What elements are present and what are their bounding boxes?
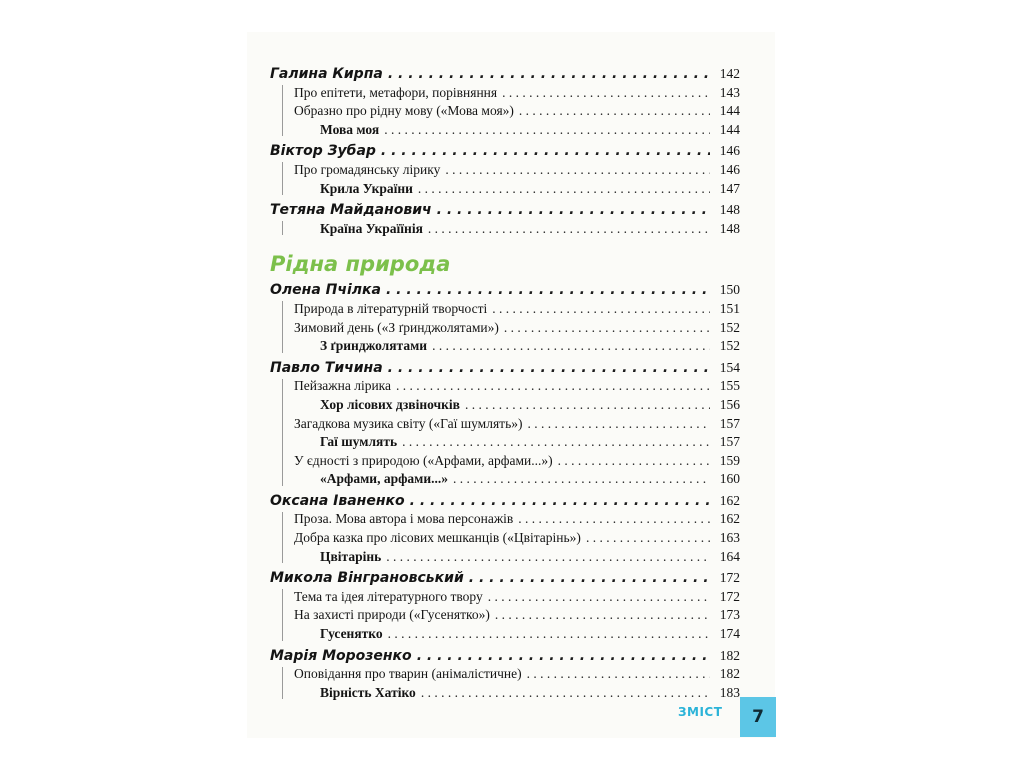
author-entry[interactable] <box>270 359 740 378</box>
dot-leader <box>428 220 710 239</box>
entry-page-number: 144 <box>719 103 740 119</box>
group-rule <box>282 667 283 700</box>
dot-leader <box>418 180 710 199</box>
topic-entry[interactable] <box>270 452 740 471</box>
toc-block-b <box>270 281 740 702</box>
work-entry[interactable] <box>270 433 740 452</box>
entry-page-number: 164 <box>719 548 740 564</box>
entry-page-number: 173 <box>719 607 740 623</box>
dot-leader <box>488 588 710 607</box>
entry-title: Олена Пчілка <box>270 282 381 299</box>
entry-title: Гусенятко <box>320 626 383 642</box>
work-entry[interactable] <box>270 470 740 489</box>
work-entry[interactable] <box>270 121 740 140</box>
dot-leader <box>388 625 710 644</box>
entry-page-number: 146 <box>719 143 740 159</box>
table-of-contents <box>270 62 740 702</box>
author-entry[interactable] <box>270 142 740 161</box>
dot-leader <box>518 510 710 529</box>
entry-title: Природа в літературній творчості <box>294 300 488 316</box>
dot-leader <box>384 121 710 140</box>
topic-entry[interactable] <box>270 161 740 180</box>
entry-page-number: 148 <box>719 202 740 218</box>
entry-title: Зимовий день («З ґринджолятами») <box>294 319 499 335</box>
dot-leader <box>527 665 710 684</box>
topic-entry[interactable] <box>270 102 740 121</box>
dot-leader <box>465 396 710 415</box>
entry-page-number: 152 <box>719 338 740 354</box>
dot-leader <box>502 84 710 103</box>
entry-page-number: 157 <box>719 415 740 431</box>
entry-title: Оксана Іваненко <box>270 492 405 509</box>
entry-page-number: 150 <box>719 282 740 298</box>
author-group <box>270 359 740 489</box>
entry-title: Загадкова музика світу («Гаї шумлять») <box>294 415 523 431</box>
dot-leader <box>402 433 710 452</box>
entry-page-number: 174 <box>719 626 740 642</box>
author-entry[interactable] <box>270 65 740 84</box>
entry-title: Оповідання про тварин (анімалістичне) <box>294 666 522 682</box>
entry-title: Микола Вінграновський <box>270 570 464 587</box>
work-entry[interactable] <box>270 337 740 356</box>
entry-page-number: 183 <box>719 684 740 700</box>
entry-page-number: 146 <box>719 161 740 177</box>
entry-page-number: 142 <box>719 66 740 81</box>
dot-leader <box>437 201 710 220</box>
entry-page-number: 159 <box>719 452 740 468</box>
entry-title: Павло Тичина <box>270 359 383 376</box>
dot-leader <box>417 647 710 666</box>
entry-page-number: 172 <box>719 570 740 586</box>
entry-title: Крила України <box>320 180 413 196</box>
topic-entry[interactable] <box>270 319 740 338</box>
topic-entry[interactable] <box>270 588 740 607</box>
entry-title: Мова моя <box>320 121 380 137</box>
author-group <box>270 65 740 139</box>
author-group <box>270 647 740 703</box>
dot-leader <box>495 606 710 625</box>
entry-page-number: 157 <box>719 434 740 450</box>
entry-page-number: 154 <box>719 359 740 375</box>
dot-leader <box>388 359 710 378</box>
dot-leader <box>432 337 710 356</box>
dot-leader <box>388 65 710 84</box>
dot-leader <box>469 569 710 588</box>
entry-title: Галина Кирпа <box>270 66 383 82</box>
author-group <box>270 142 740 198</box>
author-entry[interactable] <box>270 492 740 511</box>
group-rule <box>282 301 283 352</box>
entry-title: Добра казка про лісових мешканців («Цвітарінь») <box>294 530 581 546</box>
entry-page-number: 155 <box>719 378 740 394</box>
entry-title: Тетяна Майданович <box>270 202 432 219</box>
dot-leader <box>410 492 710 511</box>
dot-leader <box>519 102 710 121</box>
entry-title: Хор лісових дзвіночків <box>320 396 460 412</box>
entry-title: Пейзажна лірика <box>294 378 392 394</box>
entry-page-number: 143 <box>719 84 740 100</box>
entry-title: Гаї шумлять <box>320 434 398 450</box>
entry-page-number: 151 <box>719 300 740 316</box>
entry-title: Марія Морозенко <box>270 647 412 664</box>
entry-page-number: 148 <box>719 220 740 236</box>
entry-title: Образно про рідну мову («Мова моя») <box>294 103 514 119</box>
author-entry[interactable] <box>270 201 740 220</box>
dot-leader <box>492 300 710 319</box>
page-number-badge: 7 <box>740 697 776 737</box>
entry-title: Тема та ідея літературного твору <box>294 588 483 604</box>
entry-page-number: 144 <box>719 121 740 137</box>
work-entry[interactable] <box>270 396 740 415</box>
topic-entry[interactable] <box>270 84 740 103</box>
entry-title: Проза. Мова автора і мова персонажів <box>294 511 514 527</box>
group-rule <box>282 221 283 235</box>
entry-title: З ґринджолятами <box>320 338 428 354</box>
topic-entry[interactable] <box>270 300 740 319</box>
work-entry[interactable] <box>270 220 740 239</box>
group-rule <box>282 512 283 563</box>
entry-title: «Арфами, арфами...» <box>320 471 449 487</box>
dot-leader <box>558 452 710 471</box>
dot-leader <box>586 529 710 548</box>
dot-leader <box>527 415 710 434</box>
entry-page-number: 162 <box>719 492 740 508</box>
toc-block-a <box>270 65 740 238</box>
entry-title: Віктор Зубар <box>270 143 376 160</box>
dot-leader <box>381 142 710 161</box>
author-group <box>270 492 740 566</box>
topic-entry[interactable] <box>270 665 740 684</box>
entry-title: Країна Україїнія <box>320 220 423 236</box>
topic-entry[interactable] <box>270 377 740 396</box>
entry-page-number: 182 <box>719 666 740 682</box>
dot-leader <box>504 319 710 338</box>
entry-title: Про громадянську лірику <box>294 161 441 177</box>
dot-leader <box>386 548 710 567</box>
topic-entry[interactable] <box>270 529 740 548</box>
author-group <box>270 569 740 643</box>
section-title: Рідна природа <box>270 252 451 277</box>
entry-title: Вірність Хатіко <box>320 684 416 700</box>
footer-label: ЗМІСТ <box>678 705 723 719</box>
entry-page-number: 162 <box>719 511 740 527</box>
work-entry[interactable] <box>270 684 740 703</box>
entry-page-number: 182 <box>719 647 740 663</box>
author-group <box>270 201 740 238</box>
entry-page-number: 163 <box>719 530 740 546</box>
dot-leader <box>445 161 710 180</box>
entry-title: У єдності з природою («Арфами, арфами...») <box>294 452 553 468</box>
author-group <box>270 281 740 355</box>
dot-leader <box>396 377 710 396</box>
group-rule <box>282 162 283 195</box>
entry-page-number: 156 <box>719 396 740 412</box>
entry-page-number: 160 <box>719 471 740 487</box>
work-entry[interactable] <box>270 548 740 567</box>
entry-title: Цвітарінь <box>320 548 382 564</box>
entry-page-number: 147 <box>719 180 740 196</box>
topic-entry[interactable] <box>270 606 740 625</box>
work-entry[interactable] <box>270 625 740 644</box>
dot-leader <box>421 684 710 703</box>
dot-leader <box>386 281 710 300</box>
group-rule <box>282 85 283 136</box>
entry-title: На захисті природи («Гусенятко») <box>294 607 490 623</box>
entry-title: Про епітети, метафори, порівняння <box>294 84 498 100</box>
author-entry[interactable] <box>270 281 740 300</box>
group-rule <box>282 589 283 640</box>
group-rule <box>282 379 283 486</box>
topic-entry[interactable] <box>270 415 740 434</box>
author-entry[interactable] <box>270 569 740 588</box>
author-entry[interactable] <box>270 647 740 666</box>
topic-entry[interactable] <box>270 510 740 529</box>
dot-leader <box>453 470 710 489</box>
work-entry[interactable] <box>270 180 740 199</box>
entry-page-number: 172 <box>719 588 740 604</box>
entry-page-number: 152 <box>719 319 740 335</box>
